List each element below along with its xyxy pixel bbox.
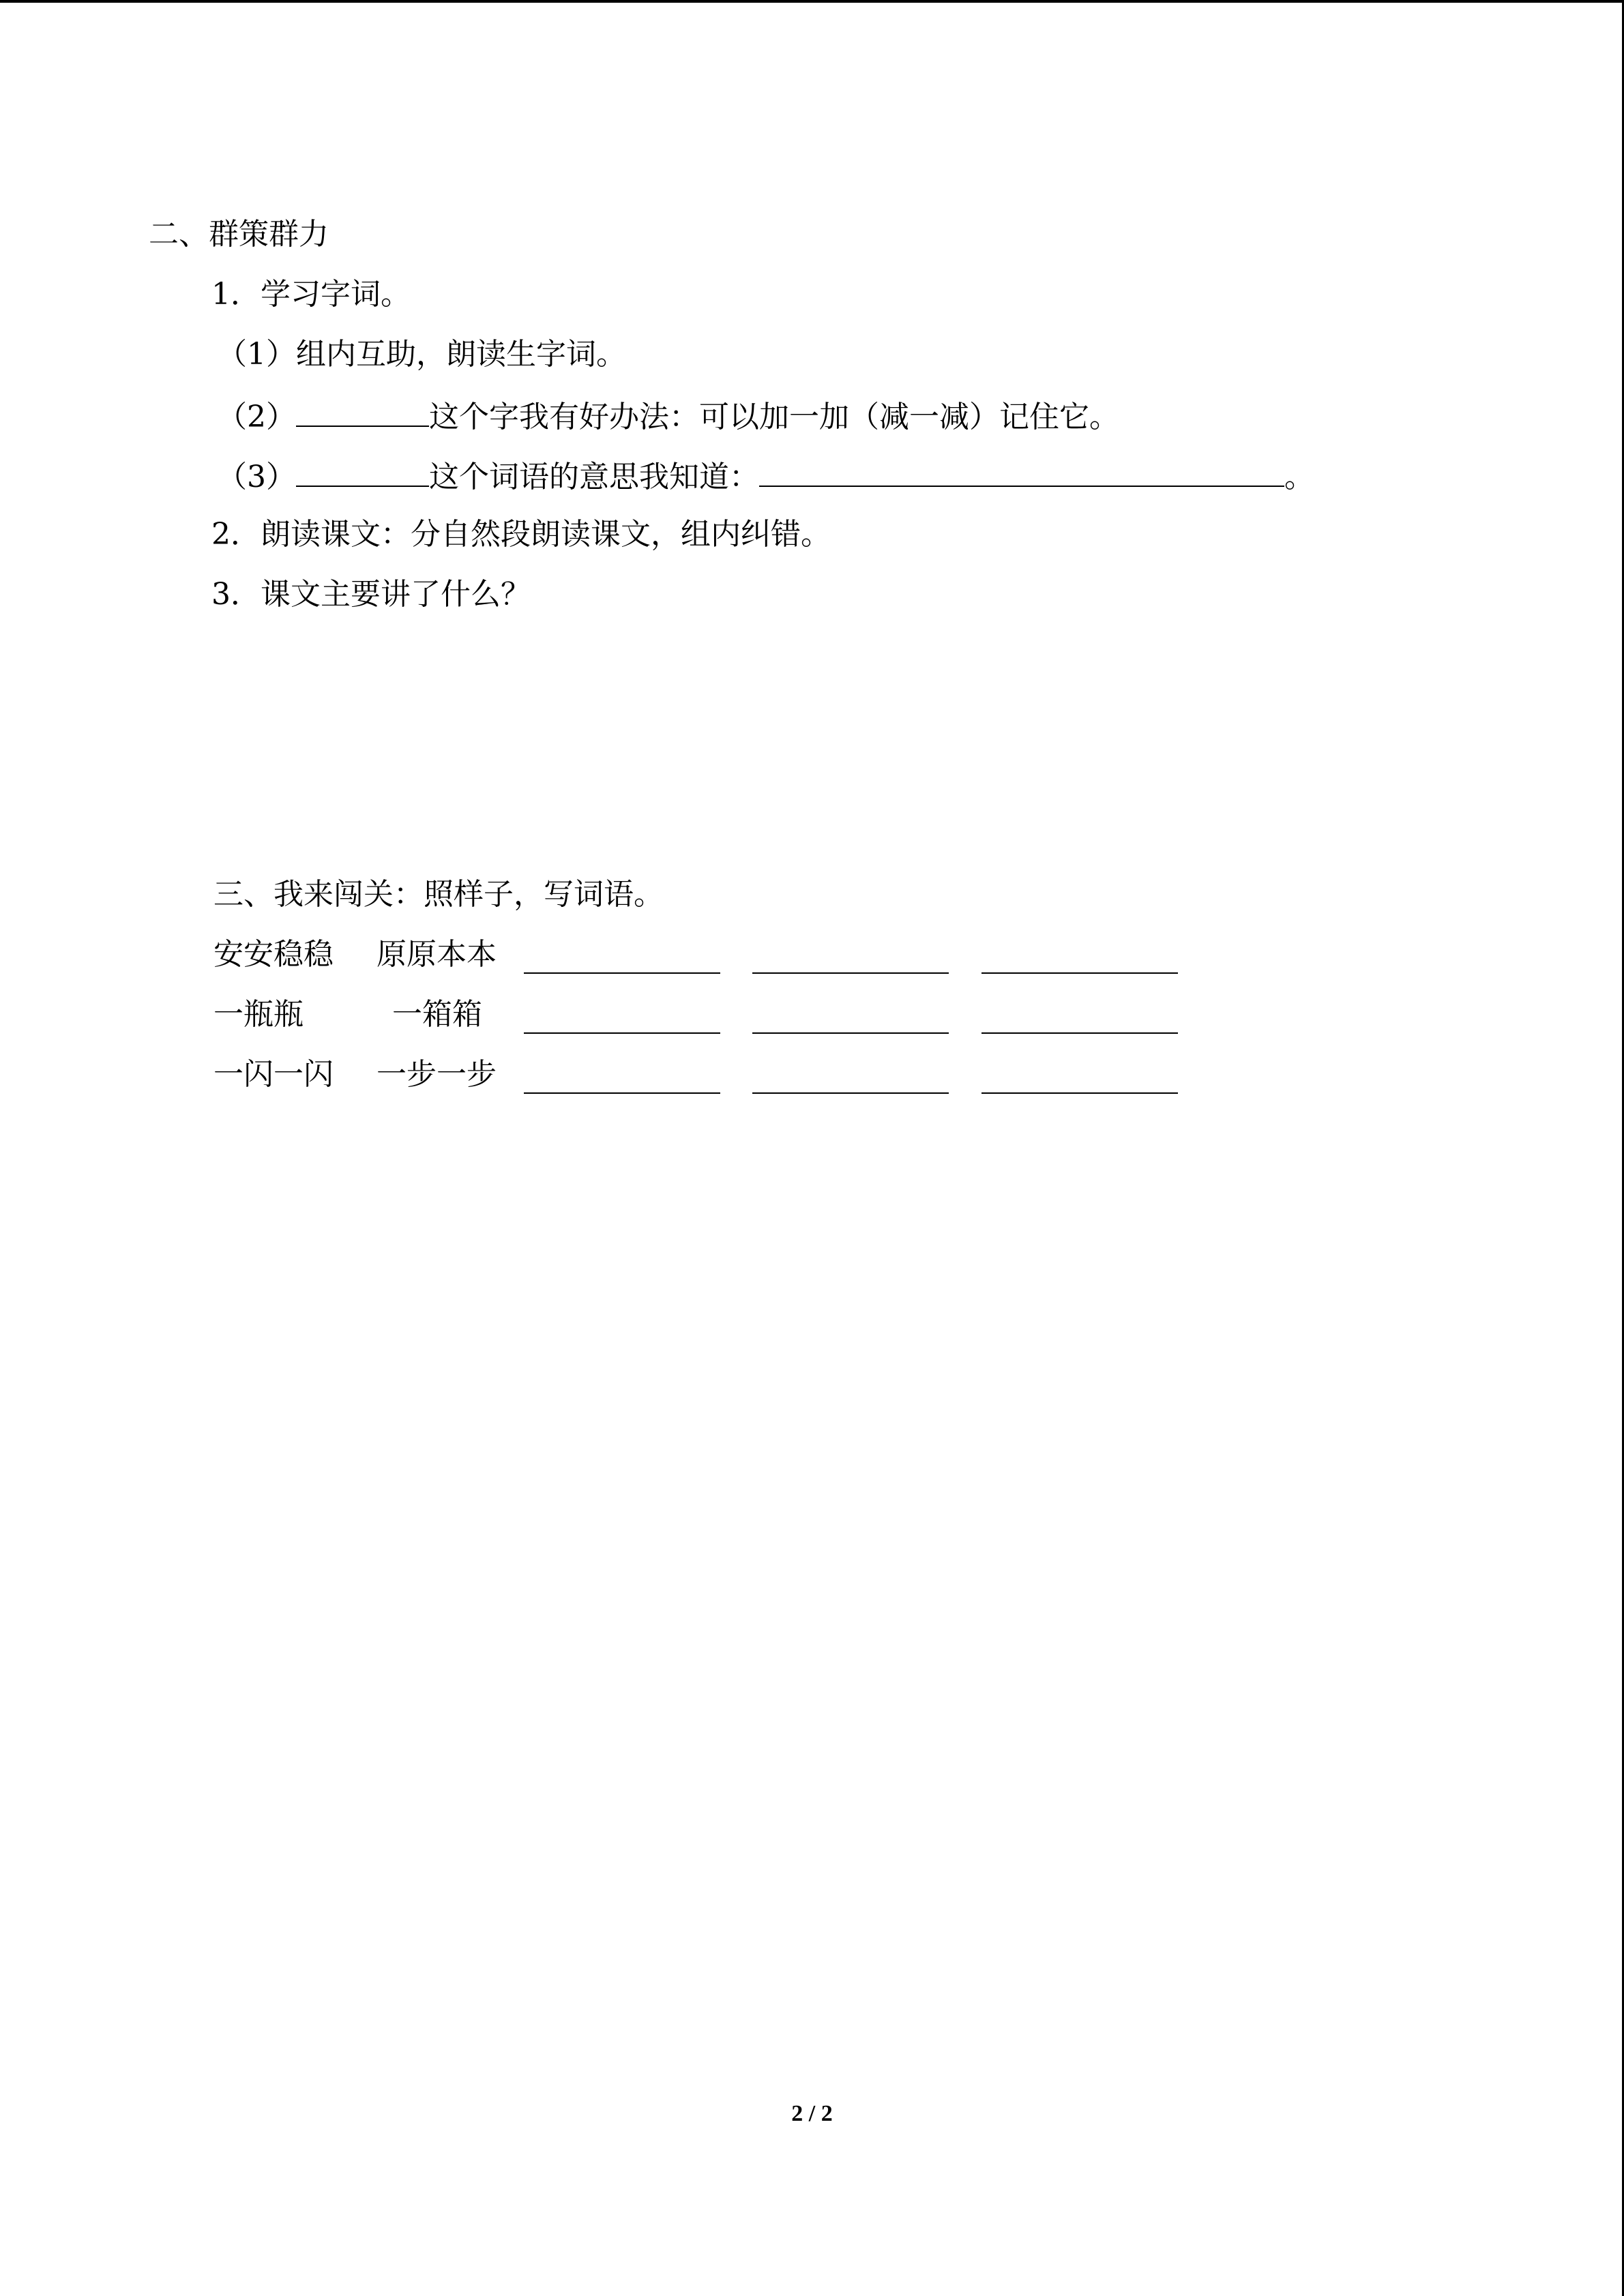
- sub3-end: 。: [1284, 460, 1314, 494]
- sub3-word-blank[interactable]: [296, 456, 429, 487]
- top-border: [0, 0, 1624, 3]
- section2-sub3: [217, 456, 1314, 496]
- section3-heading: 三、我来闯关：照样子，写词语。: [213, 877, 664, 912]
- section2-item1: 1．学习字词。: [211, 277, 411, 312]
- answer-blank[interactable]: [752, 972, 949, 974]
- answer-blank[interactable]: [752, 1092, 949, 1094]
- example-word-1: 安安稳稳: [213, 937, 334, 972]
- answer-blank[interactable]: [981, 1032, 1178, 1034]
- section2-heading: 二、群策群力: [149, 217, 329, 252]
- example-word-2: 原原本本: [377, 937, 497, 972]
- answer-blank[interactable]: [524, 1032, 720, 1034]
- answer-blank[interactable]: [524, 1092, 720, 1094]
- sub2-prefix: （2）: [217, 400, 296, 434]
- section2-sub1: （1）组内互助，朗读生字词。: [217, 337, 626, 372]
- answer-blank[interactable]: [981, 1092, 1178, 1094]
- sub3-prefix: （3）: [217, 460, 296, 494]
- sub2-fill-blank[interactable]: [296, 396, 429, 427]
- example-word-1: 一闪一闪: [213, 1057, 334, 1092]
- sub3-text: 这个词语的意思我知道：: [429, 460, 759, 494]
- example-word-2: 一步一步: [377, 1057, 497, 1092]
- answer-blank[interactable]: [524, 972, 720, 974]
- sub3-meaning-blank[interactable]: [759, 456, 1284, 487]
- section2-item3: 3．课文主要讲了什么？: [211, 577, 531, 612]
- example-word-1: 一瓶瓶: [213, 997, 304, 1032]
- example-word-2: 一箱箱: [392, 997, 482, 1032]
- section2-item2: 2．朗读课文：分自然段朗读课文，组内纠错。: [211, 517, 831, 552]
- section2-sub2: [217, 396, 1119, 436]
- answer-blank[interactable]: [752, 1032, 949, 1034]
- answer-blank[interactable]: [981, 972, 1178, 974]
- sub2-text: 这个字我有好办法：可以加一加（减一减）记住它。: [429, 400, 1119, 434]
- page-number: 2 / 2: [791, 2101, 833, 2126]
